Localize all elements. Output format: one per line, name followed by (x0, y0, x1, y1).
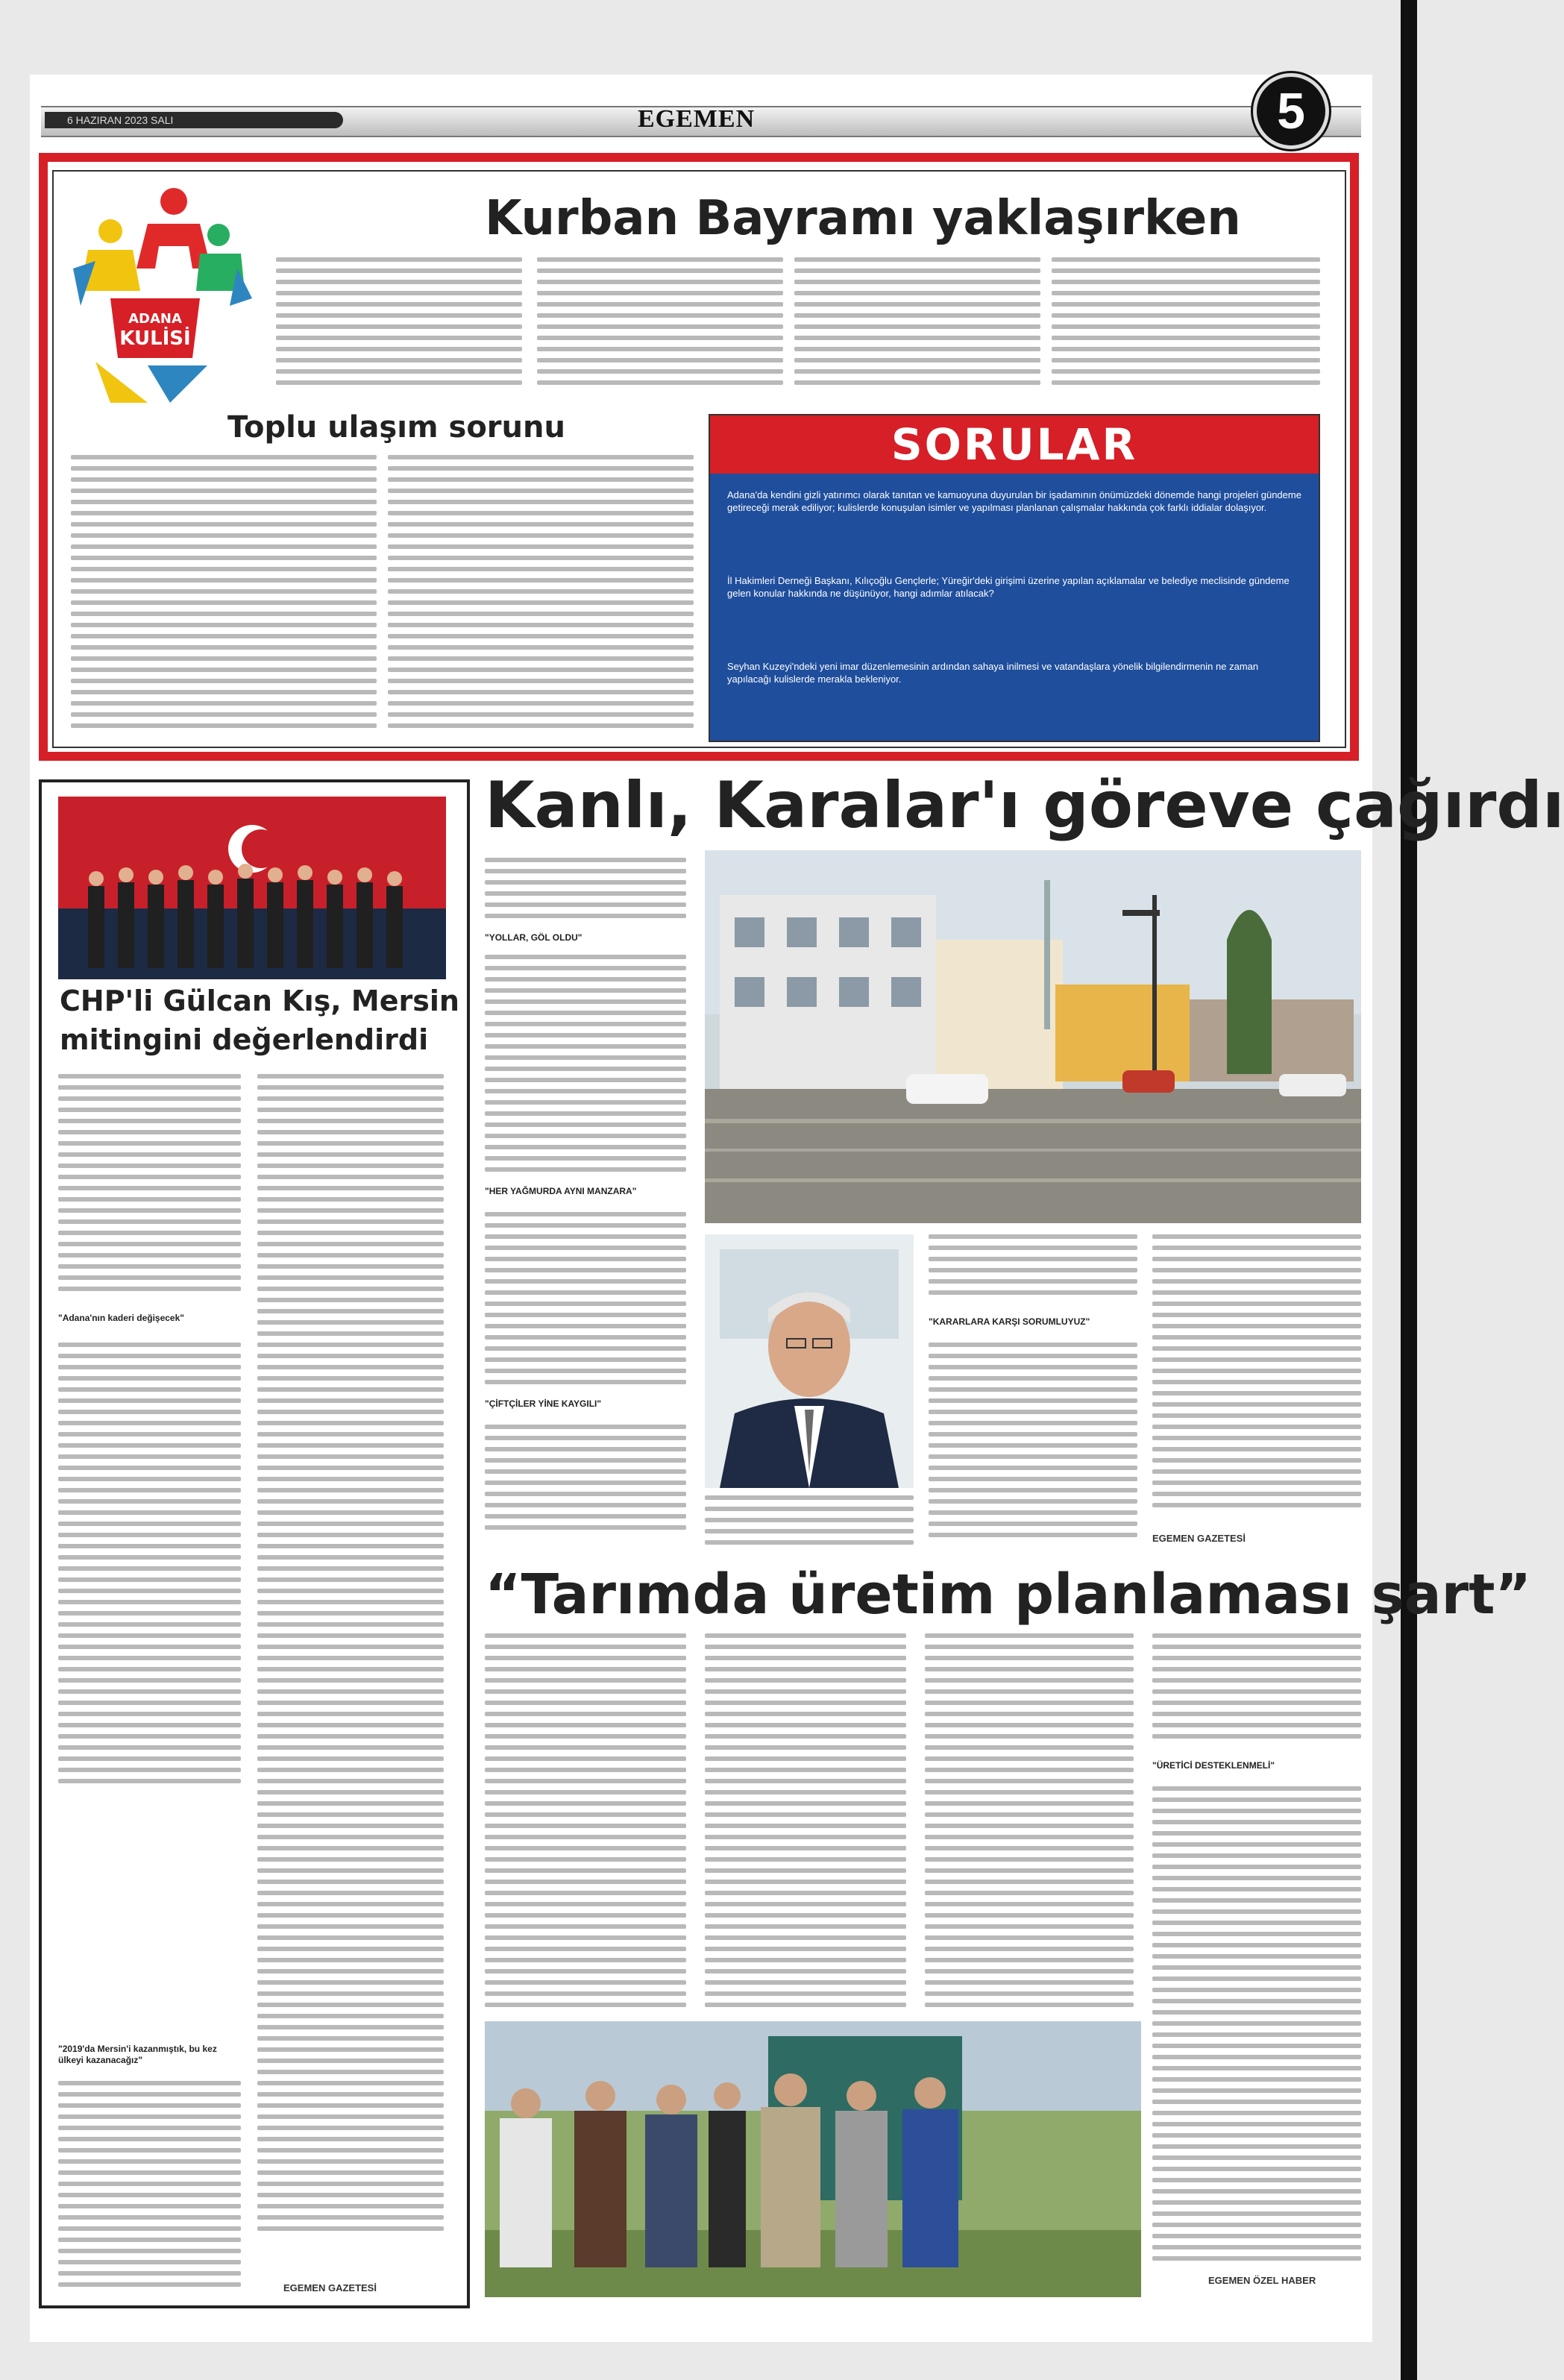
second-article-text-3 (925, 1633, 1134, 2014)
main-article-text-1 (485, 858, 686, 925)
column-text-3 (794, 257, 1040, 399)
main-article-text-6 (929, 1234, 1137, 1309)
svg-text:KULİSİ: KULİSİ (119, 327, 191, 350)
sorular-question-1: Adana'da kendini gizli yatırımcı olarak tanıtan ve kamuoyuna duyurulan bir işadamının önümüzdeki dönemde hangi projeleri gündeme getireceği merak ediliyor; kulislerde konuşulan isimler ve yapılması planlanan çalışmalar hakkında çok farklı iddialar dolaşıyor. (727, 489, 1301, 513)
sorular-title: SORULAR (710, 415, 1319, 474)
main-article-sub-4: "KARARLARA KARŞI SORUMLUYUZ" (929, 1316, 1090, 1327)
main-article-title: Kanlı, Karalar'ı göreve çağırdı (485, 768, 1564, 843)
main-article-text-8 (1152, 1234, 1361, 1525)
adana-kulisi-logo (58, 179, 252, 403)
second-article-title: “Tarımda üretim planlaması şart” (485, 1563, 1532, 1627)
left-article-text-3 (58, 2081, 241, 2297)
main-article-text-3 (485, 1212, 686, 1391)
left-article-byline: EGEMEN GAZETESİ (283, 2282, 377, 2293)
column-text-2 (537, 257, 783, 399)
second-article-text-4 (1152, 1633, 1361, 1753)
second-article-text-1 (485, 1633, 686, 2014)
main-article-text-2 (485, 955, 686, 1178)
main-article-sub-1: "YOLLAR, GÖL OLDU" (485, 932, 582, 943)
second-article-text-5 (1152, 1786, 1361, 2271)
left-article-sub-2: "2019'da Mersin'i kazanmıştık, bu kez ülkeyi kazanacağız" (58, 2044, 217, 2065)
left-article-title-2: mitingini değerlendirdi (60, 1023, 429, 1056)
main-article-sub-2: "HER YAĞMURDA AYNI MANZARA" (485, 1186, 637, 1196)
farmers-group-photo (485, 2021, 1141, 2297)
column-text-5 (71, 455, 377, 738)
main-article-sub-3: "ÇİFTÇİLER YİNE KAYGILI" (485, 1398, 602, 1409)
page-number-badge: 5 (1253, 73, 1329, 149)
header-paper-name: EGEMEN (638, 105, 756, 133)
left-article-title-1: CHP'li Gülcan Kış, Mersin (60, 985, 459, 1017)
page-edge (1401, 0, 1417, 2380)
main-article-text-5 (705, 1495, 914, 1551)
left-article-text-4 (257, 1074, 444, 2267)
column-text-6 (388, 455, 694, 738)
second-article-sub-1: "ÜRETİCİ DESTEKLENMELİ" (1152, 1760, 1275, 1771)
left-article-sub-1: "Adana'nın kaderi değişecek" (58, 1313, 184, 1323)
column-text-1 (276, 257, 522, 399)
left-article-text-2 (58, 1343, 241, 1790)
column-subtitle: Toplu ulaşım sorunu (227, 410, 565, 445)
sorular-question-2: İl Hakimleri Derneği Başkanı, Kılıçoğlu Gençlerle; Yüreğir'deki girişimi üzerine yapılan açıklamalar ve belediye meclisinde gündeme gelen konular hakkında ne düşünüyor, hangi adımlar atılacak? (727, 575, 1290, 599)
second-article-byline: EGEMEN ÖZEL HABER (1208, 2275, 1316, 2286)
main-article-text-4 (485, 1425, 686, 1536)
main-article-byline: EGEMEN GAZETESİ (1152, 1533, 1246, 1544)
flooded-street-photo (705, 850, 1361, 1223)
portrait-photo (705, 1234, 914, 1488)
main-article-text-7 (929, 1343, 1137, 1551)
column-text-4 (1052, 257, 1320, 399)
second-article-text-2 (705, 1633, 906, 2014)
header-date: 6 HAZIRAN 2023 SALI (45, 112, 343, 128)
column-title: Kurban Bayramı yaklaşırken (485, 191, 1241, 246)
left-article-text-1 (58, 1074, 241, 1305)
rally-photo (58, 797, 446, 979)
svg-text:ADANA: ADANA (128, 311, 182, 327)
sorular-question-3: Seyhan Kuzeyi'ndeki yeni imar düzenlemesinin ardından sahaya inilmesi ve vatandaşlara yönelik bilgilendirmenin ne zaman yapılacağı kulislerde merakla bekleniyor. (727, 661, 1259, 685)
